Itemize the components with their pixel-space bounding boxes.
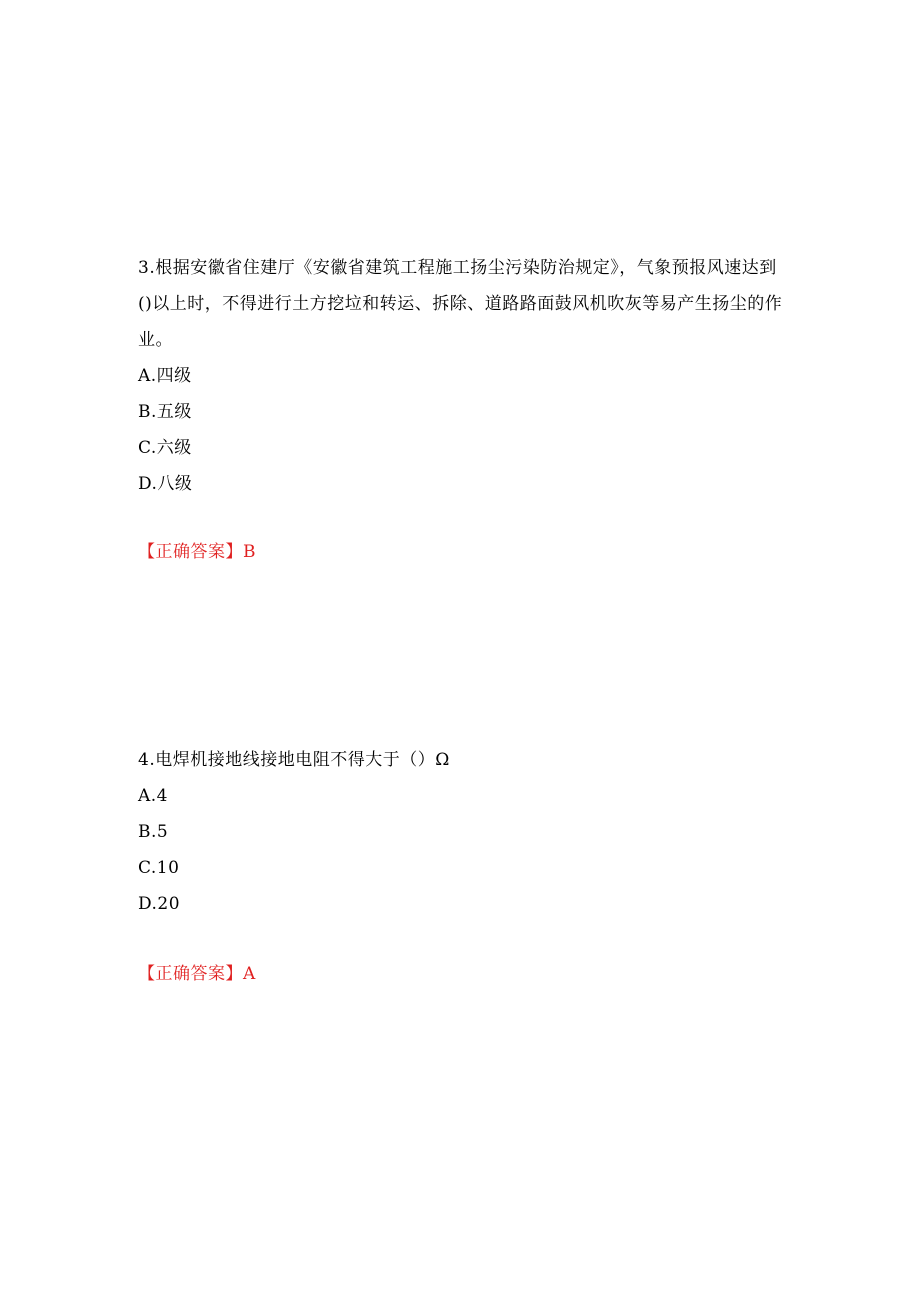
question-stem: 4.电焊机接地线接地电阻不得大于（）Ω bbox=[138, 750, 450, 770]
correct-answer bbox=[138, 956, 256, 992]
answer-value: A bbox=[243, 964, 256, 984]
option-b: B.五级 bbox=[138, 402, 192, 422]
answer-value: B bbox=[243, 542, 256, 562]
question-4 bbox=[138, 742, 788, 922]
answer-label: 【正确答案】 bbox=[138, 964, 243, 984]
option-list bbox=[138, 358, 788, 502]
option-c: C.六级 bbox=[138, 438, 192, 458]
option-d: D.八级 bbox=[138, 474, 193, 494]
question-stem: 3.根据安徽省住建厅《安徽省建筑工程施工扬尘污染防治规定》，气象预报风速达到()以上时，不得进行土方挖垃和转运、拆除、道路路面鼓风机吹灰等易产生扬尘的作业。 bbox=[138, 258, 783, 350]
option-c: C.10 bbox=[138, 858, 180, 878]
option-list bbox=[138, 778, 788, 922]
correct-answer bbox=[138, 534, 256, 570]
option-b: B.5 bbox=[138, 822, 169, 842]
option-d: D.20 bbox=[138, 894, 181, 914]
question-3 bbox=[138, 250, 788, 502]
answer-label: 【正确答案】 bbox=[138, 542, 243, 562]
option-a: A.4 bbox=[138, 786, 168, 806]
option-a: A.四级 bbox=[138, 366, 192, 386]
